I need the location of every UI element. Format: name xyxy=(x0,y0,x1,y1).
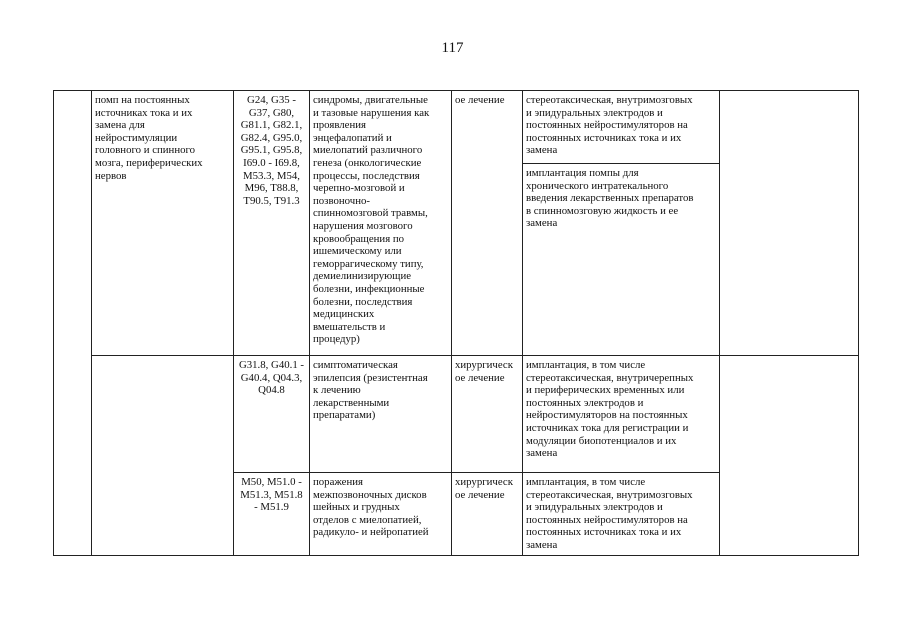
icd-codes-cell: G31.8, G40.1 - G40.4, Q04.3, Q04.8 xyxy=(234,356,310,473)
treatment-type-cell: хирургическ ое лечение xyxy=(452,356,523,473)
condition-cell: симптоматическая эпилепсия (резистентная к лечению лекарственными препаратами) xyxy=(310,356,452,473)
procedures-table xyxy=(53,90,859,556)
method-cell: стереотаксическая, внутримозговых и эпидуральных электродов и постоянных нейростимуляторов на постоянных источниках тока и их замена xyxy=(523,91,720,164)
procedure-name-cell xyxy=(92,356,234,556)
method-cell: имплантация, в том числе стереотаксическая, внутримозговых и эпидуральных электродов и постоянных нейростимуляторов на постоянных источниках тока и их замена xyxy=(523,473,720,556)
table-row xyxy=(54,91,859,164)
condition-cell: синдромы, двигательные и тазовые нарушения как проявления энцефалопатий и миелопатий различного генеза (онкологические процессы, последствия черепно-мозговой и позвоночно- спинномозговой травмы, нарушения мозгового кровообращения по ишемическому или геморрагическому типу, демиелинизирующие болезни, инфекционные болезни, последствия медицинских вмешательств и процедур) xyxy=(310,91,452,356)
method-cell: имплантация, в том числе стереотаксическая, внутричерепных и периферических временных или постоянных электродов и нейростимуляторов на постоянных источниках тока для регистрации и модуляции биопотенциалов и их замена xyxy=(523,356,720,473)
icd-codes-cell: G24, G35 - G37, G80, G81.1, G82.1, G82.4, G95.0, G95.1, G95.8, I69.0 - I69.8, M53.3, M54, M96, T88.8, T90.5, T91.3 xyxy=(234,91,310,356)
extra-cell xyxy=(720,91,859,356)
table-row xyxy=(54,356,859,473)
procedure-name-cell: помп на постоянных источниках тока и их замена для нейростимуляции головного и спинного мозга, периферических нервов xyxy=(92,91,234,356)
treatment-type-cell: ое лечение xyxy=(452,91,523,356)
extra-cell xyxy=(720,356,859,556)
index-cell xyxy=(54,91,92,556)
condition-cell: поражения межпозвоночных дисков шейных и грудных отделов с миелопатией, радикуло- и нейропатией xyxy=(310,473,452,556)
method-cell: имплантация помпы для хронического интратекального введения лекарственных препаратов в спинномозговую жидкость и ее замена xyxy=(523,164,720,356)
treatment-type-cell: хирургическ ое лечение xyxy=(452,473,523,556)
page-number: 117 xyxy=(441,40,464,56)
icd-codes-cell: M50, M51.0 - M51.3, M51.8 - M51.9 xyxy=(234,473,310,556)
